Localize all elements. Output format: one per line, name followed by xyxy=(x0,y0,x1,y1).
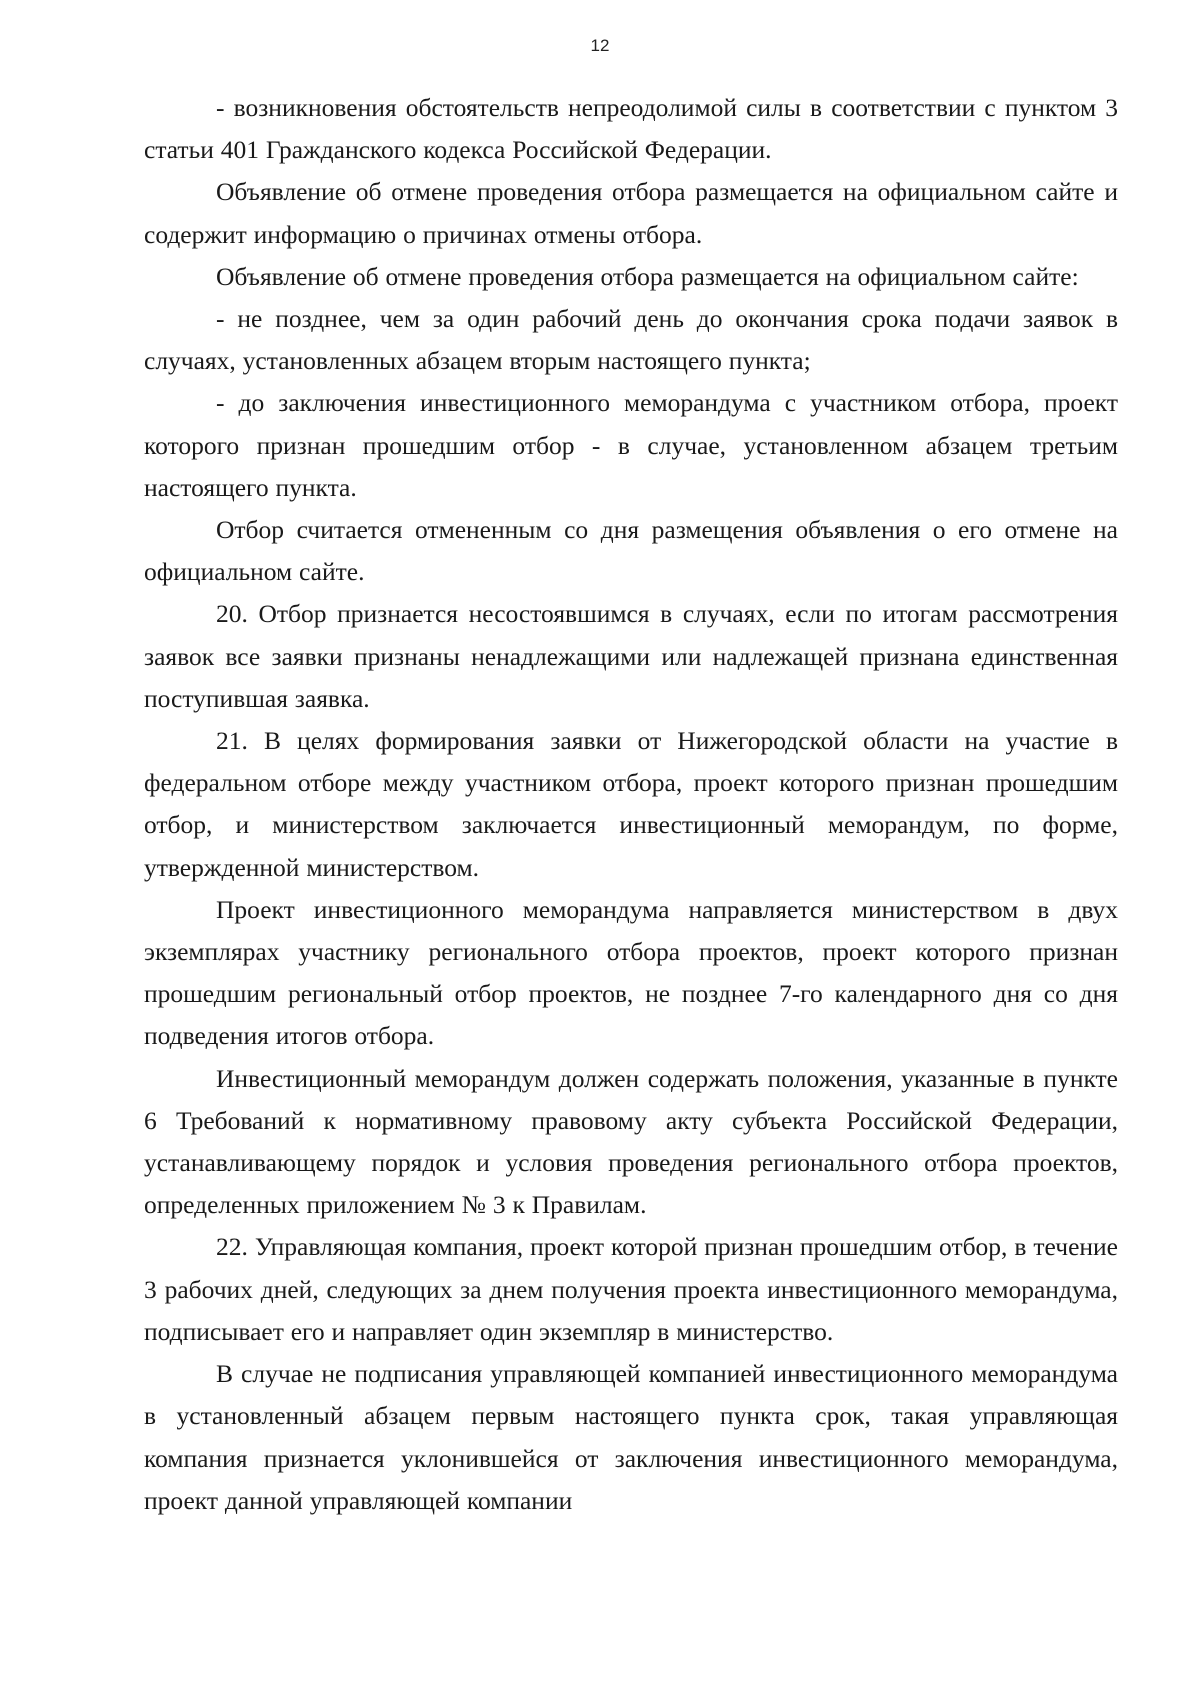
page-number: 12 xyxy=(590,36,610,55)
paragraph-memorandum-contents: Инвестиционный меморандум должен содержать положения, указанные в пункте 6 Требований к нормативному правовому акту субъекта Российской Федерации, устанавливающему порядок и условия проведения регионального отбора проектов, определенных приложением № 3 к Правилам. xyxy=(144,1063,1118,1220)
paragraph-non-signing: В случае не подписания управляющей компанией инвестиционного меморандума в установленный абзацем первым настоящего пункта срок, такая управляющая компания признается уклонившейся от заключения инвестиционного меморандума, проект данной управляющей компании xyxy=(144,1359,1118,1515)
paragraph-clause-20: 20. Отбор признается несостоявшимся в случаях, если по итогам рассмотрения заявок все заявки признаны ненадлежащими или надлежащей признана единственная поступившая заявка. xyxy=(144,599,1118,713)
paragraph-cancellation-effective: Отбор считается отмененным со дня размещения объявления о его отмене на официальном сайте. xyxy=(144,515,1118,587)
paragraph-cancellation-notice-content: Объявление об отмене проведения отбора размещается на официальном сайте и содержит информацию о причинах отмены отбора. xyxy=(144,177,1118,249)
paragraph-timing-before-deadline: - не позднее, чем за один рабочий день до окончания срока подачи заявок в случаях, установленных абзацем вторым настоящего пункта; xyxy=(144,304,1118,376)
paragraph-clause-22: 22. Управляющая компания, проект которой признан прошедшим отбор, в течение 3 рабочих дней, следующих за днем получения проекта инвестиционного меморандума, подписывает его и направляет один экземпляр в министерство. xyxy=(144,1232,1118,1346)
document-body xyxy=(144,87,1118,1522)
paragraph-timing-before-memorandum: - до заключения инвестиционного меморандума с участником отбора, проект которого признан прошедшим отбор - в случае, установленном абзацем третьим настоящего пункта. xyxy=(144,388,1118,502)
paragraph-cancellation-notice-timing: Объявление об отмене проведения отбора размещается на официальном сайте: xyxy=(216,261,1079,291)
paragraph-memorandum-draft: Проект инвестиционного меморандума направляется министерством в двух экземплярах участнику регионального отбора проектов, проект которого признан прошедшим региональный отбор проектов, не позднее 7-го календарного дня со дня подведения итогов отбора. xyxy=(144,894,1118,1051)
paragraph-force-majeure: - возникновения обстоятельств непреодолимой силы в соответствии с пунктом 3 статьи 401 Гражданского кодекса Российской Федерации. xyxy=(144,93,1118,165)
paragraph-clause-21: 21. В целях формирования заявки от Нижегородской области на участие в федеральном отборе между участником отбора, проект которого признан прошедшим отбор, и министерством заключается инвестиционный меморандум, по форме, утвержденной министерством. xyxy=(144,726,1118,882)
